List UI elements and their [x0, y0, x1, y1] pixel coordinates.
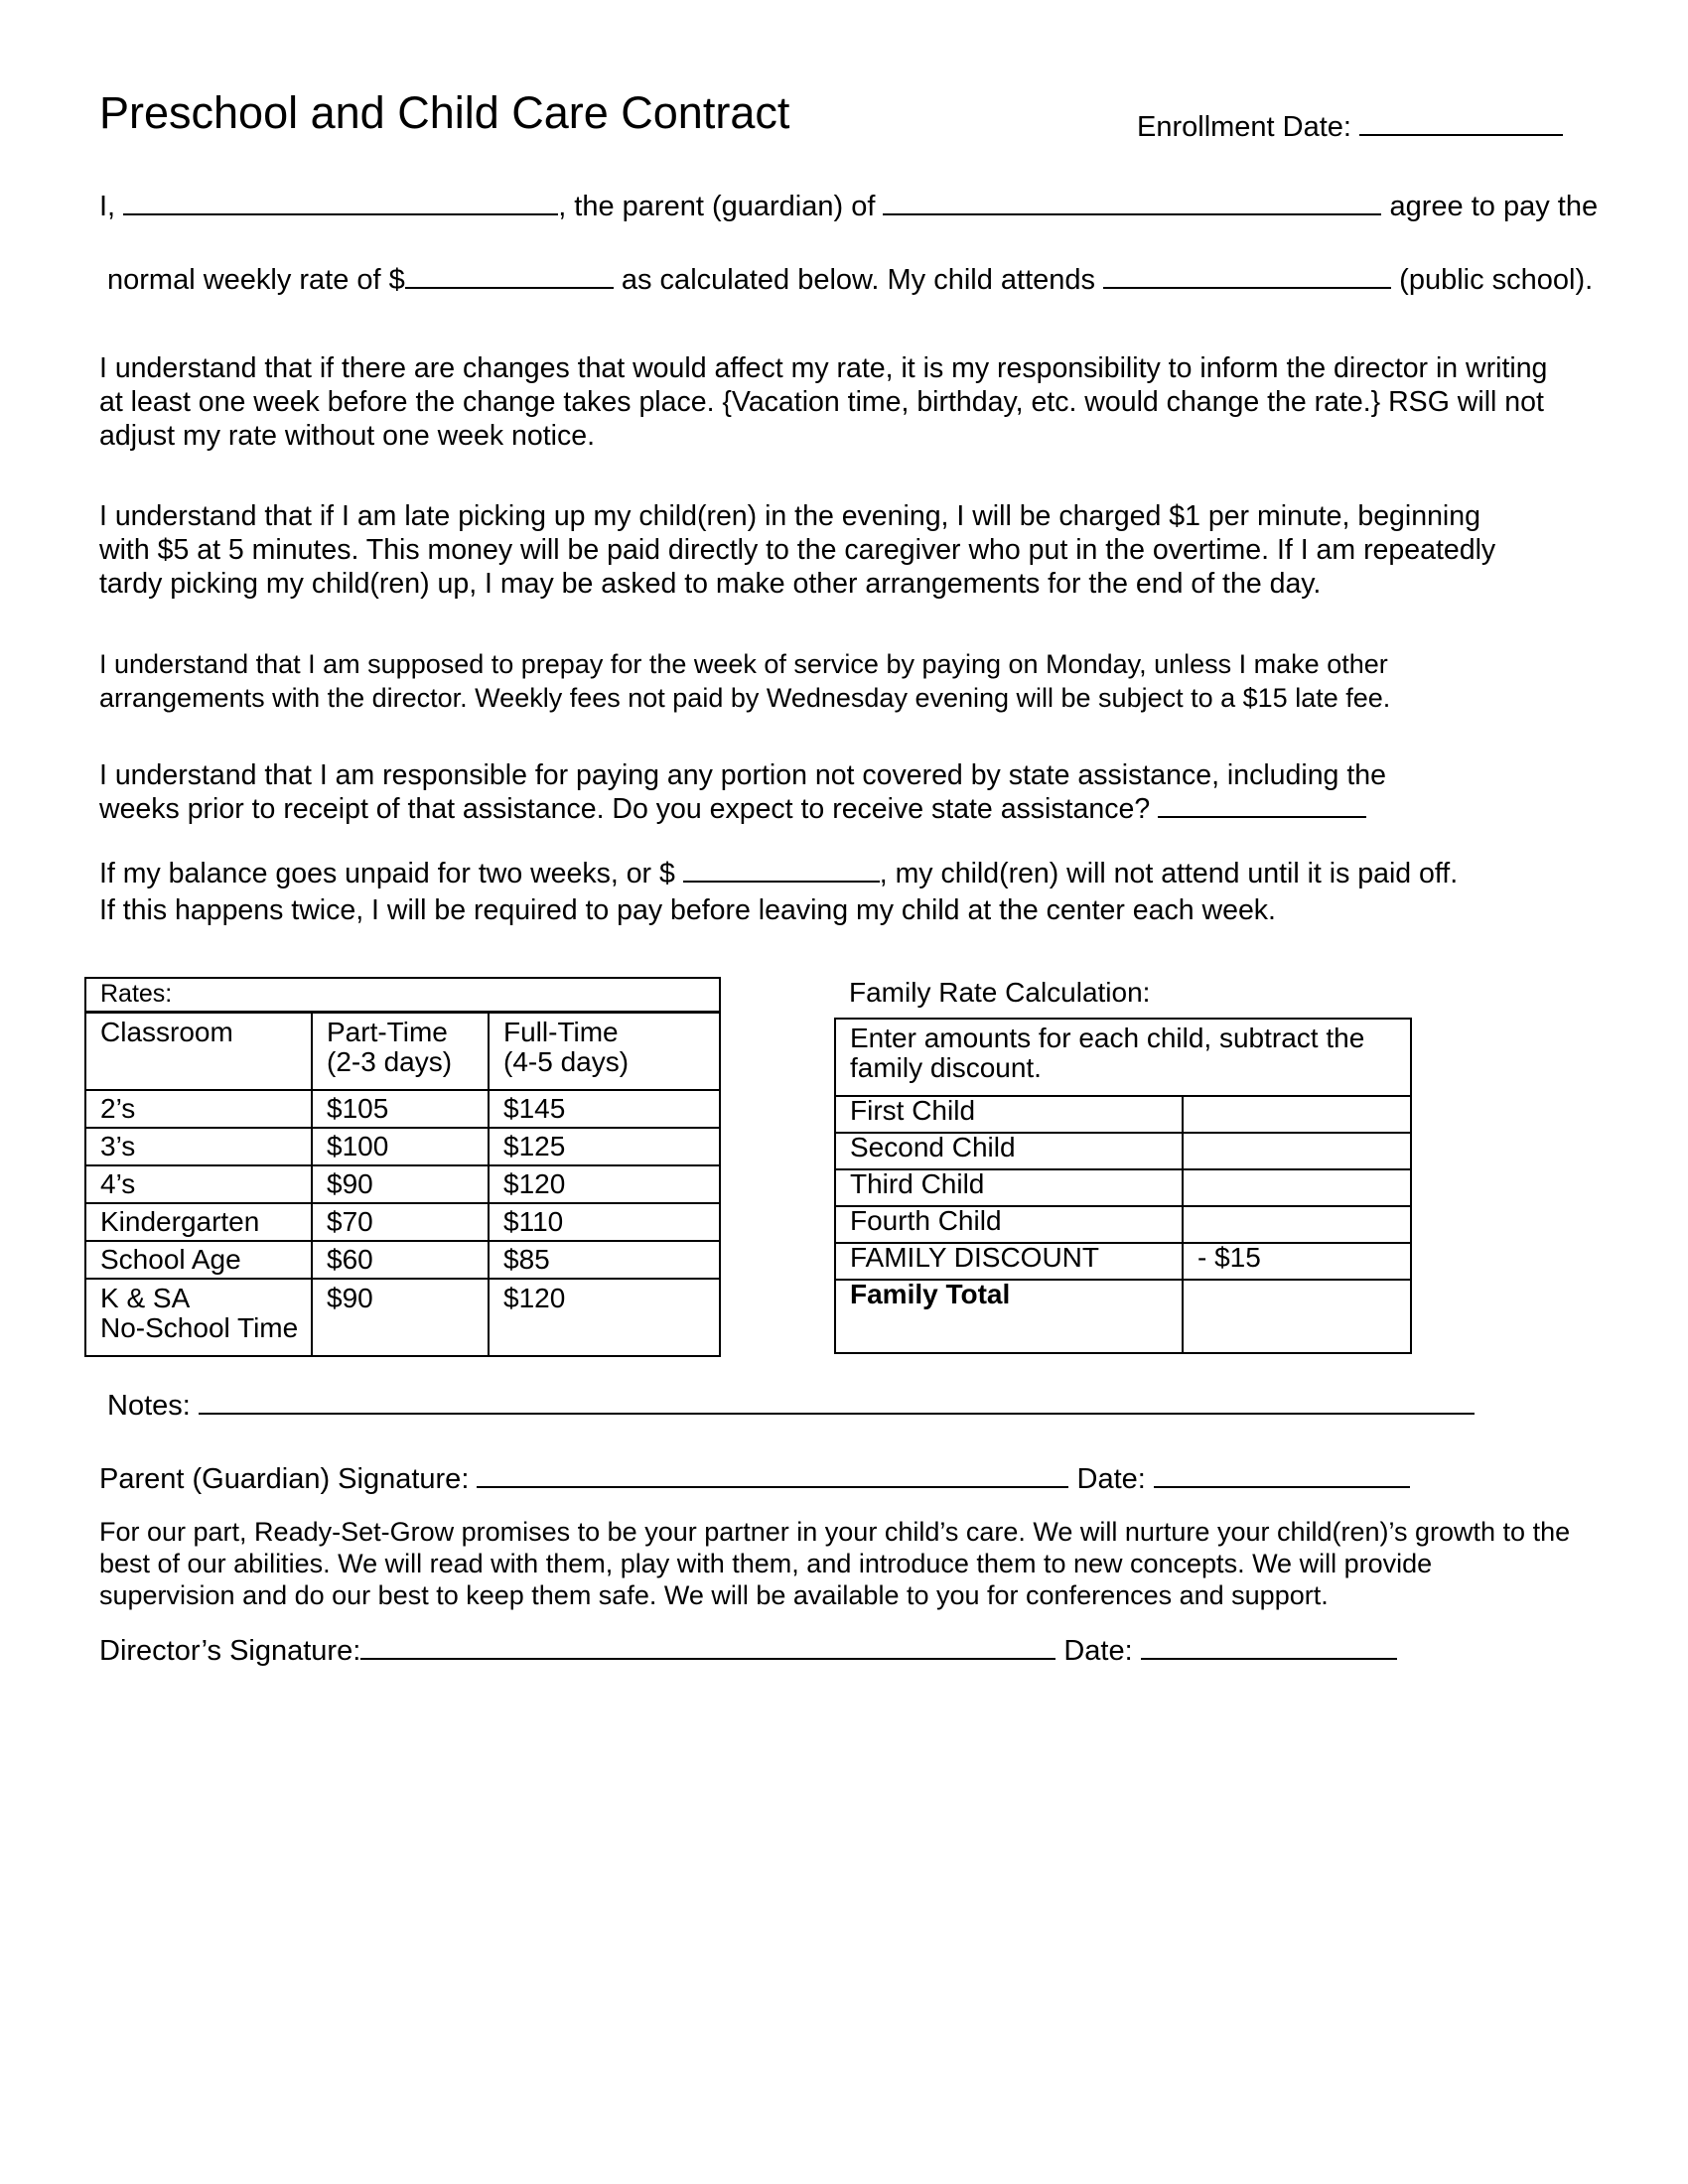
table-row	[85, 1128, 720, 1165]
table-row	[85, 1203, 720, 1241]
family-discount-label: FAMILY DISCOUNT	[835, 1243, 1183, 1280]
family-rate-label: Family Rate Calculation:	[849, 977, 1151, 1008]
director-signature-blank[interactable]	[360, 1636, 1055, 1660]
paragraph-line: I understand that if I am late picking up my child(ren) in the evening, I will be charged $1 per minute, beginning	[99, 500, 1480, 532]
classroom-cell	[85, 1279, 312, 1356]
director-signature-label: Director’s Signature:	[99, 1635, 361, 1667]
parent-signature-label: Parent (Guardian) Signature:	[99, 1463, 470, 1495]
header-classroom: Classroom	[85, 1013, 312, 1091]
amount-cell[interactable]	[1183, 1096, 1411, 1133]
header-part-time-label: Part-Time	[327, 1017, 448, 1047]
child-name-blank[interactable]	[883, 192, 1381, 215]
table-row	[85, 1241, 720, 1279]
parent-date-label: Date:	[1076, 1463, 1146, 1495]
paragraph-line	[99, 856, 1458, 892]
paragraph-line: I understand that I am supposed to prepay for the week of service by paying on Monday, unless I make other	[99, 649, 1388, 679]
table-row	[835, 1096, 1411, 1133]
paragraph-line: For our part, Ready-Set-Grow promises to be your partner in your child’s care. We will nurture your child(ren)’s growth to the	[99, 1517, 1571, 1547]
header-full-time-days: (4-5 days)	[503, 1046, 630, 1077]
table-row	[835, 1169, 1411, 1206]
classroom-line: K & SA	[100, 1283, 191, 1313]
paragraph-line: I understand that if there are changes that would affect my rate, it is my responsibility to inform the director in writing	[99, 352, 1548, 384]
part-time-cell: $90	[312, 1165, 489, 1203]
full-time-cell: $85	[489, 1241, 720, 1279]
family-intro-row	[835, 1019, 1411, 1096]
family-discount-value: - $15	[1183, 1243, 1411, 1280]
paragraph-line: supervision and do our best to keep them safe. We will be available to you for conferences and support.	[99, 1580, 1329, 1610]
amount-cell[interactable]	[1183, 1169, 1411, 1206]
family-total-row	[835, 1280, 1411, 1353]
paragraph-line: adjust my rate without one week notice.	[99, 420, 596, 452]
balance-amount-blank[interactable]	[683, 859, 880, 883]
unpaid-line-end: , my child(ren) will not attend until it is paid off.	[879, 858, 1459, 889]
family-intro	[835, 1019, 1411, 1096]
promise-paragraph	[99, 1516, 1570, 1611]
rate-line-mid: as calculated below. My child attends	[621, 264, 1096, 296]
amount-cell[interactable]	[1183, 1206, 1411, 1243]
family-total-value[interactable]	[1183, 1280, 1411, 1353]
enrollment-date-blank[interactable]	[1359, 112, 1563, 136]
rates-table	[84, 977, 721, 1357]
full-time-cell: $110	[489, 1203, 720, 1241]
notes-field[interactable]	[107, 1390, 1475, 1423]
parent-date-blank[interactable]	[1154, 1464, 1410, 1488]
rates-caption-row	[85, 978, 720, 1013]
classroom-cell: 3’s	[85, 1128, 312, 1165]
header-part-time-days: (2-3 days)	[327, 1046, 453, 1077]
classroom-cell: 4’s	[85, 1165, 312, 1203]
full-time-cell: $120	[489, 1279, 720, 1356]
weekly-rate-blank[interactable]	[405, 265, 614, 289]
parent-line	[99, 191, 1598, 223]
table-row	[85, 1165, 720, 1203]
paragraph-line: If this happens twice, I will be required to pay before leaving my child at the center each week.	[99, 894, 1276, 926]
family-rate-table	[834, 1018, 1412, 1354]
child-label-cell: First Child	[835, 1096, 1183, 1133]
rates-caption: Rates:	[85, 978, 720, 1013]
header-part-time	[312, 1013, 489, 1091]
family-discount-row	[835, 1243, 1411, 1280]
full-time-cell: $120	[489, 1165, 720, 1203]
enrollment-date-field[interactable]	[1137, 111, 1563, 144]
director-date-label: Date:	[1063, 1635, 1133, 1667]
rates-header-row	[85, 1013, 720, 1091]
part-time-cell: $70	[312, 1203, 489, 1241]
child-label-cell: Fourth Child	[835, 1206, 1183, 1243]
paragraph-late-pickup	[99, 499, 1495, 601]
child-label-cell: Third Child	[835, 1169, 1183, 1206]
classroom-cell: School Age	[85, 1241, 312, 1279]
paragraph-line	[99, 792, 1386, 826]
full-time-cell: $145	[489, 1090, 720, 1128]
rate-line-end: (public school).	[1399, 264, 1594, 296]
family-intro-line: Enter amounts for each child, subtract the	[850, 1023, 1365, 1053]
family-total-label: Family Total	[835, 1280, 1183, 1353]
part-time-cell: $60	[312, 1241, 489, 1279]
parent-line-mid: , the parent (guardian) of	[558, 191, 876, 222]
family-intro-line: family discount.	[850, 1052, 1042, 1083]
unpaid-line-start: If my balance goes unpaid for two weeks, or $	[99, 858, 675, 889]
paragraph-line: best of our abilities. We will read with them, play with them, and introduce them to new concepts. We will provide	[99, 1549, 1433, 1578]
enrollment-date-label: Enrollment Date:	[1137, 111, 1351, 143]
paragraph-prepay	[99, 647, 1390, 715]
parent-line-start: I,	[99, 191, 116, 222]
paragraph-line: I understand that I am responsible for paying any portion not covered by state assistance, including the	[99, 759, 1386, 791]
paragraph-state-assistance	[99, 758, 1386, 826]
paragraph-line: tardy picking my child(ren) up, I may be asked to make other arrangements for the end of the day.	[99, 568, 1322, 600]
table-row	[835, 1206, 1411, 1243]
paragraph-line: arrangements with the director. Weekly fees not paid by Wednesday evening will be subject to a $15 late fee.	[99, 683, 1391, 713]
state-assistance-question: weeks prior to receipt of that assistance. Do you expect to receive state assistance?	[99, 793, 1151, 825]
part-time-cell: $105	[312, 1090, 489, 1128]
table-row	[85, 1279, 720, 1356]
page-title: Preschool and Child Care Contract	[99, 87, 790, 138]
amount-cell[interactable]	[1183, 1133, 1411, 1169]
rate-line	[107, 264, 1593, 297]
paragraph-rate-changes	[99, 351, 1547, 453]
paragraph-unpaid-balance	[99, 856, 1458, 929]
state-assistance-blank[interactable]	[1158, 794, 1366, 818]
classroom-line: No-School Time	[100, 1312, 299, 1343]
notes-blank[interactable]	[199, 1391, 1475, 1415]
paragraph-line: at least one week before the change takes place. {Vacation time, birthday, etc. would change the rate.} RSG will not	[99, 386, 1544, 418]
part-time-cell: $100	[312, 1128, 489, 1165]
director-signature-line	[99, 1635, 1397, 1668]
public-school-blank[interactable]	[1103, 265, 1391, 289]
parent-name-blank[interactable]	[123, 192, 558, 215]
header-full-time	[489, 1013, 720, 1091]
parent-signature-line	[99, 1463, 1410, 1496]
director-date-blank[interactable]	[1141, 1636, 1397, 1660]
classroom-cell: 2’s	[85, 1090, 312, 1128]
header-full-time-label: Full-Time	[503, 1017, 619, 1047]
table-row	[835, 1133, 1411, 1169]
rate-line-start: normal weekly rate of $	[107, 264, 405, 296]
part-time-cell: $90	[312, 1279, 489, 1356]
classroom-cell: Kindergarten	[85, 1203, 312, 1241]
parent-line-end: agree to pay the	[1389, 191, 1599, 222]
child-label-cell: Second Child	[835, 1133, 1183, 1169]
notes-label: Notes:	[107, 1390, 191, 1422]
paragraph-line: with $5 at 5 minutes. This money will be paid directly to the caregiver who put in the overtime. If I am repeatedly	[99, 534, 1496, 566]
table-row	[85, 1090, 720, 1128]
parent-signature-blank[interactable]	[477, 1464, 1068, 1488]
full-time-cell: $125	[489, 1128, 720, 1165]
